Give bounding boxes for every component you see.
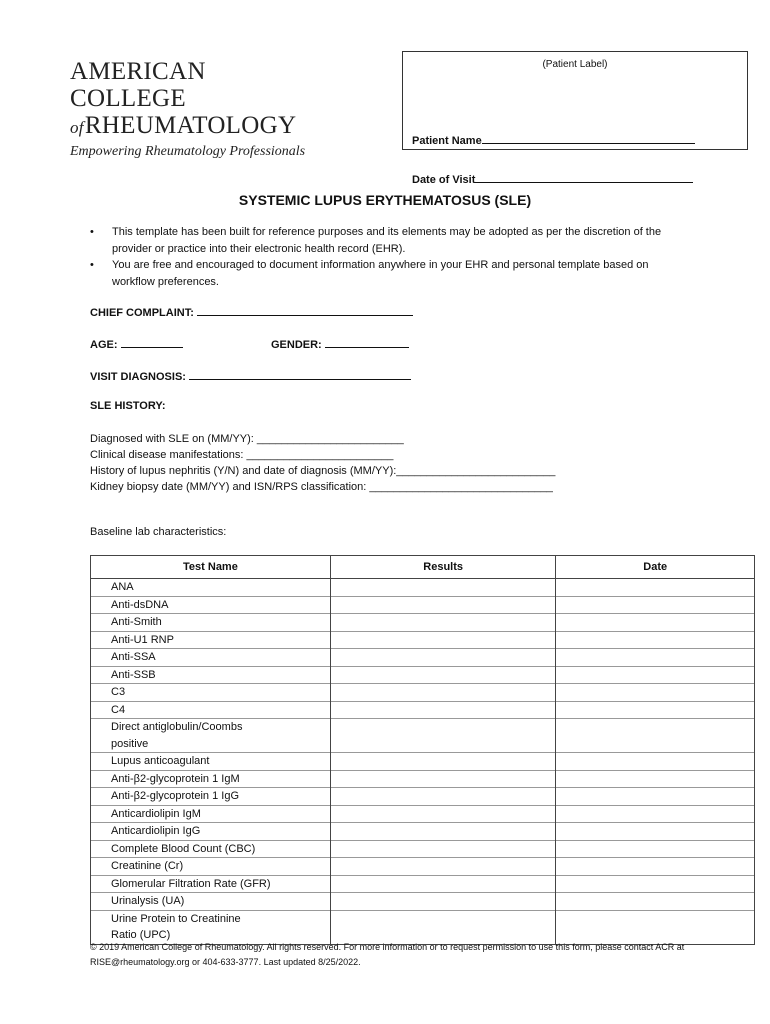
sle-history-block: [90, 431, 555, 495]
chief-complaint-line[interactable]: [197, 304, 413, 316]
date-cell[interactable]: [556, 858, 755, 876]
table-row: [91, 805, 755, 823]
header-test-name: Test Name: [91, 556, 331, 579]
patient-name-line[interactable]: [482, 133, 695, 144]
test-name-cell: Anticardiolipin IgM: [91, 805, 331, 823]
sle-history-heading: SLE HISTORY:: [90, 400, 166, 412]
date-cell[interactable]: [556, 893, 755, 911]
age-label: AGE:: [90, 339, 118, 351]
results-cell[interactable]: [330, 893, 556, 911]
test-name-cell: Glomerular Filtration Rate (GFR): [91, 875, 331, 893]
visit-diagnosis-label: VISIT DIAGNOSIS:: [90, 371, 186, 383]
table-row: [91, 684, 755, 702]
gender-label: GENDER:: [271, 339, 322, 351]
date-cell[interactable]: [556, 805, 755, 823]
results-cell[interactable]: [330, 684, 556, 702]
diagnosed-line[interactable]: Diagnosed with SLE on (MM/YY): ________________________: [90, 433, 404, 445]
test-name-cell: C3: [91, 684, 331, 702]
acr-logo: [70, 58, 320, 160]
table-header-row: [91, 556, 755, 579]
test-name-cell: Anti-Smith: [91, 614, 331, 632]
logo-line-2: [70, 112, 320, 141]
copyright-footer: © 2019 American College of Rheumatology. All rights reserved. For more information or to request permission to use this form, please contact ACR at RISE@rheumatology.org or 404-633-3777. Last updated 8/25/2022.: [90, 942, 685, 967]
results-cell[interactable]: [330, 910, 556, 944]
gender-line[interactable]: [325, 336, 409, 348]
test-name-cell: Anti-SSB: [91, 666, 331, 684]
instructions-list: [90, 224, 690, 290]
table-row: [91, 770, 755, 788]
test-name-cell: Urinalysis (UA): [91, 893, 331, 911]
date-cell[interactable]: [556, 770, 755, 788]
chief-complaint-label: CHIEF COMPLAINT:: [90, 307, 194, 319]
test-name-cell: Direct antiglobulin/Coombs positive: [91, 719, 331, 753]
date-cell[interactable]: [556, 631, 755, 649]
test-name-cell: Anti-U1 RNP: [91, 631, 331, 649]
nephritis-line[interactable]: History of lupus nephritis (Y/N) and date of diagnosis (MM/YY):__________________________: [90, 465, 556, 477]
results-cell[interactable]: [330, 579, 556, 597]
table-row: [91, 579, 755, 597]
date-cell[interactable]: [556, 596, 755, 614]
date-cell[interactable]: [556, 649, 755, 667]
date-cell[interactable]: [556, 614, 755, 632]
patient-label-header: (Patient Label): [542, 59, 608, 70]
date-cell[interactable]: [556, 666, 755, 684]
date-cell[interactable]: [556, 788, 755, 806]
table-row: [91, 614, 755, 632]
results-cell[interactable]: [330, 701, 556, 719]
results-cell[interactable]: [330, 666, 556, 684]
gender-field[interactable]: [271, 336, 409, 351]
results-cell[interactable]: [330, 770, 556, 788]
test-name-cell: ANA: [91, 579, 331, 597]
table-row: [91, 840, 755, 858]
test-name-cell: Anti-β2-glycoprotein 1 IgG: [91, 788, 331, 806]
date-of-visit-label: Date of Visit: [412, 174, 476, 186]
instruction-item: • You are free and encouraged to document information anywhere in your EHR and personal template based on workflow preferences.: [90, 257, 690, 290]
date-of-visit-field[interactable]: [412, 172, 693, 186]
date-cell[interactable]: [556, 910, 755, 944]
biopsy-line[interactable]: Kidney biopsy date (MM/YY) and ISN/RPS classification: ______________________________: [90, 481, 553, 493]
date-cell[interactable]: [556, 701, 755, 719]
table-row: [91, 788, 755, 806]
date-cell[interactable]: [556, 753, 755, 771]
header-results: Results: [330, 556, 556, 579]
baseline-lab-table: [90, 555, 755, 945]
page-title: SYSTEMIC LUPUS ERYTHEMATOSUS (SLE): [238, 192, 532, 208]
header-date: Date: [556, 556, 755, 579]
table-row: [91, 701, 755, 719]
patient-label-box: [402, 51, 748, 186]
table-row: [91, 596, 755, 614]
results-cell[interactable]: [330, 753, 556, 771]
manifestations-line[interactable]: Clinical disease manifestations: ________________________: [90, 449, 394, 461]
table-row: [91, 666, 755, 684]
test-name-cell: Anti-dsDNA: [91, 596, 331, 614]
results-cell[interactable]: [330, 719, 556, 753]
results-cell[interactable]: [330, 840, 556, 858]
baseline-lab-label: Baseline lab characteristics:: [90, 526, 227, 538]
results-cell[interactable]: [330, 596, 556, 614]
patient-name-label: Patient Name: [412, 135, 482, 147]
logo-line-1: AMERICAN COLLEGE: [70, 58, 206, 112]
chief-complaint-field[interactable]: [90, 304, 413, 319]
table-row: [91, 893, 755, 911]
test-name-cell: Anti-β2-glycoprotein 1 IgM: [91, 770, 331, 788]
table-row: [91, 753, 755, 771]
results-cell[interactable]: [330, 631, 556, 649]
table-row: [91, 875, 755, 893]
test-name-cell: Anticardiolipin IgG: [91, 823, 331, 841]
test-name-cell: Creatinine (Cr): [91, 858, 331, 876]
date-cell[interactable]: [556, 719, 755, 753]
results-cell[interactable]: [330, 823, 556, 841]
results-cell[interactable]: [330, 805, 556, 823]
date-of-visit-line[interactable]: [475, 172, 693, 183]
instruction-item: • This template has been built for reference purposes and its elements may be adopted as per the discretion of the provider or practice into their electronic health record (EHR).: [90, 224, 690, 257]
results-cell[interactable]: [330, 858, 556, 876]
logo-tagline: Empowering Rheumatology Professionals: [70, 144, 306, 159]
visit-diagnosis-line[interactable]: [189, 368, 411, 380]
test-name-cell: Anti-SSA: [91, 649, 331, 667]
logo-of: of: [70, 118, 84, 137]
table-row: [91, 649, 755, 667]
results-cell[interactable]: [330, 875, 556, 893]
results-cell[interactable]: [330, 788, 556, 806]
date-cell[interactable]: [556, 579, 755, 597]
date-cell[interactable]: [556, 684, 755, 702]
table-row: [91, 858, 755, 876]
results-cell[interactable]: [330, 614, 556, 632]
date-cell[interactable]: [556, 823, 755, 841]
age-field[interactable]: [90, 336, 183, 351]
test-name-cell: Urine Protein to Creatinine Ratio (UPC): [91, 910, 331, 944]
table-row: [91, 631, 755, 649]
table-row: [91, 823, 755, 841]
visit-diagnosis-field[interactable]: [90, 368, 411, 383]
test-name-cell: Complete Blood Count (CBC): [91, 840, 331, 858]
table-row: [91, 719, 755, 753]
age-line[interactable]: [121, 336, 183, 348]
table-row: [91, 910, 755, 944]
logo-rheumatology: RHEUMATOLOGY: [84, 112, 297, 139]
test-name-cell: C4: [91, 701, 331, 719]
date-cell[interactable]: [556, 875, 755, 893]
patient-name-field[interactable]: [412, 133, 695, 147]
date-cell[interactable]: [556, 840, 755, 858]
test-name-cell: Lupus anticoagulant: [91, 753, 331, 771]
results-cell[interactable]: [330, 649, 556, 667]
